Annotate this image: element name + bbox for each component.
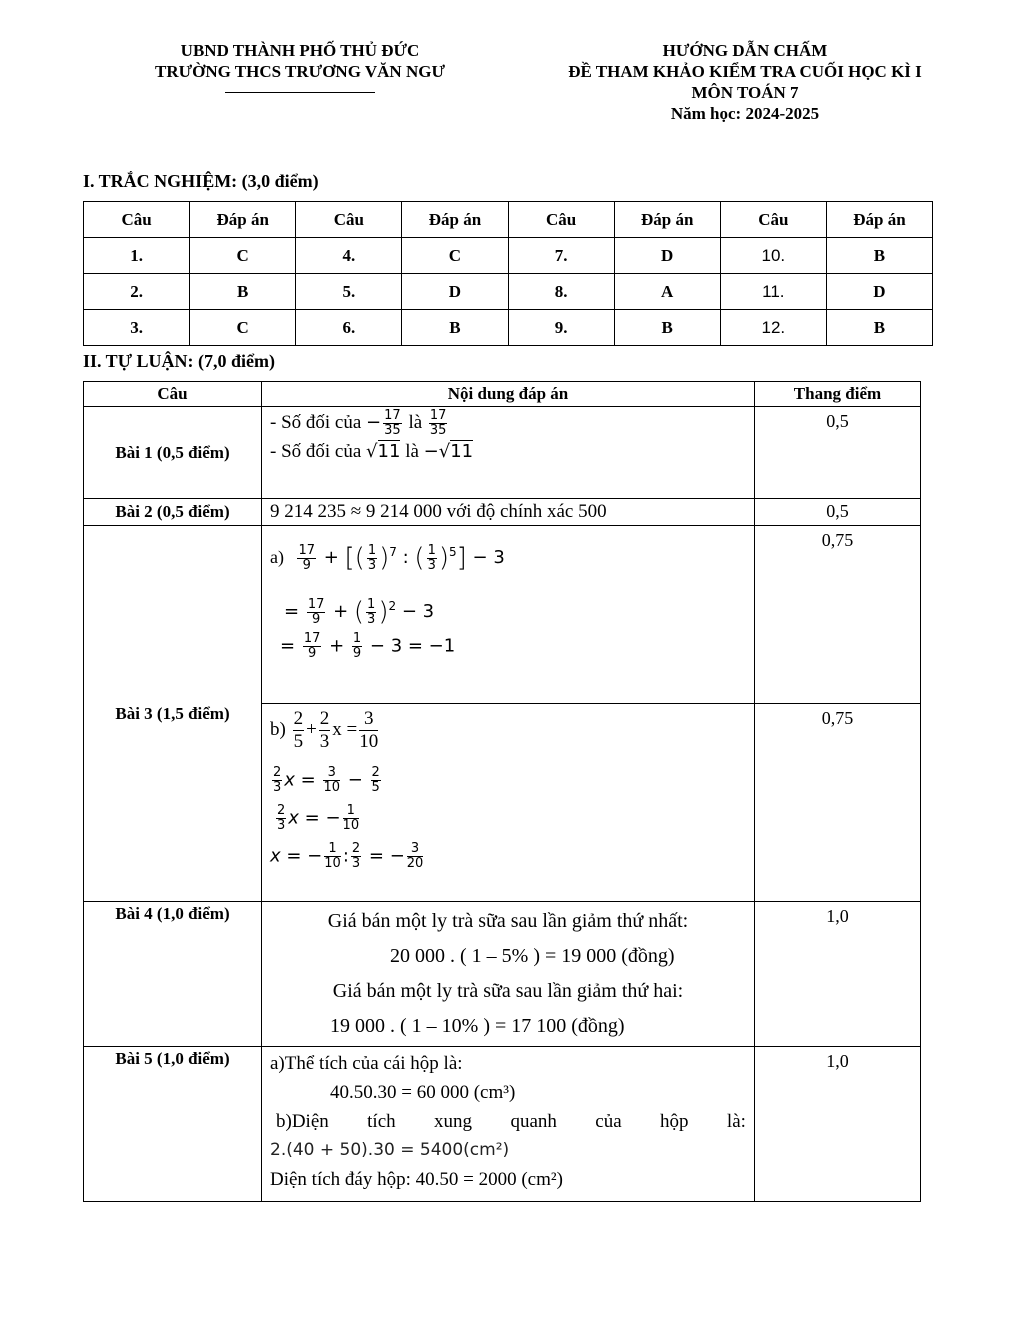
score: 1,0 bbox=[755, 902, 921, 1047]
school-year: Năm học: 2024-2025 bbox=[670, 104, 820, 123]
answer-word: của bbox=[595, 1111, 622, 1132]
math-line: $\frac{2}{3}$ x = $\frac{3}{10}$ − $\frac{2}{5}$ bbox=[273, 765, 380, 795]
fraction: $\frac{3}{10}$ bbox=[323, 765, 341, 795]
answer: B bbox=[402, 310, 508, 346]
sqrt-value: 11 bbox=[450, 441, 474, 463]
table-row bbox=[84, 1047, 921, 1202]
header-underline bbox=[225, 92, 375, 93]
answer-line: Giá bán một ly trà sữa sau lần giảm thứ hai: bbox=[332, 980, 684, 1002]
fraction: $\frac{1}{9}$ bbox=[352, 631, 362, 661]
question-number: 8. bbox=[508, 274, 614, 310]
header-cell: Câu bbox=[84, 382, 262, 407]
numerator: 17 bbox=[429, 408, 447, 424]
header-right bbox=[520, 40, 970, 124]
answer-word: quanh bbox=[510, 1111, 557, 1132]
table-header-row bbox=[84, 202, 933, 238]
answer: B bbox=[190, 274, 296, 310]
table-header-row bbox=[84, 382, 921, 407]
header-cell: Câu bbox=[508, 202, 614, 238]
denominator: 35 bbox=[429, 423, 447, 439]
math-line: = $\frac{17}{9}$ + $\frac{1}{9}$ − 3 = −1 bbox=[280, 631, 456, 661]
answer: B bbox=[826, 238, 932, 274]
answer: B bbox=[614, 310, 720, 346]
fraction: $\frac{2}{3}$ bbox=[277, 803, 286, 833]
score: 0,5 bbox=[755, 407, 921, 499]
part-label: b) bbox=[270, 718, 286, 740]
essay-table bbox=[83, 381, 921, 1202]
answer-line bbox=[270, 1107, 746, 1136]
district-name: UBND THÀNH PHỐ THỦ ĐỨC bbox=[180, 41, 420, 60]
table-row bbox=[84, 526, 921, 704]
doc-title: HƯỚNG DẪN CHẤM bbox=[662, 41, 828, 60]
answer: C bbox=[402, 238, 508, 274]
answer-line bbox=[270, 409, 746, 438]
answer-content bbox=[262, 526, 755, 704]
question-number: 9. bbox=[508, 310, 614, 346]
answer: D bbox=[614, 238, 720, 274]
school-name: TRƯỜNG THCS TRƯƠNG VĂN NGƯ bbox=[155, 62, 445, 81]
score: 1,0 bbox=[755, 1047, 921, 1202]
table-row bbox=[84, 902, 921, 1047]
question-number: 5. bbox=[296, 274, 402, 310]
fraction bbox=[383, 409, 402, 438]
header-cell: Đáp án bbox=[826, 202, 932, 238]
header-cell: Đáp án bbox=[402, 202, 508, 238]
score: 0,5 bbox=[755, 499, 921, 526]
answer-word: tích bbox=[367, 1111, 396, 1132]
answer-text: - Số đối của bbox=[270, 412, 362, 433]
answer-content bbox=[262, 1047, 755, 1202]
answer: D bbox=[402, 274, 508, 310]
answer-line bbox=[270, 438, 746, 466]
fraction: $\frac{2}{5}$ bbox=[371, 765, 380, 795]
subject: MÔN TOÁN 7 bbox=[691, 83, 799, 102]
exam-title: ĐỀ THAM KHẢO KIỂM TRA CUỐI HỌC KÌ I bbox=[568, 62, 922, 81]
math-line: a) $\frac{17}{9}$ + [( $\frac{1}{3}$ )$^7$ : ( $\frac{1}{3}$ )$^5$] − 3 bbox=[270, 542, 505, 573]
sqrt-expression: −√11 bbox=[423, 441, 474, 463]
fraction: $\frac{17}{9}$ bbox=[307, 596, 325, 627]
answer: D bbox=[826, 274, 932, 310]
question-number: 11. bbox=[720, 274, 826, 310]
fraction: $\frac{1}{10}$ bbox=[324, 841, 341, 871]
answer-word: b)Diện bbox=[276, 1111, 329, 1132]
question-number: 4. bbox=[296, 238, 402, 274]
header-cell: Câu bbox=[720, 202, 826, 238]
header-cell: Câu bbox=[296, 202, 402, 238]
answer-content bbox=[262, 902, 755, 1047]
table-row bbox=[84, 499, 921, 526]
header-cell: Đáp án bbox=[614, 202, 720, 238]
question-label: Bài 2 (0,5 điểm) bbox=[84, 499, 262, 526]
fraction: $\frac{2}{3}$ bbox=[319, 708, 330, 752]
header-cell: Thang điểm bbox=[755, 382, 921, 407]
section2-title: II. TỰ LUẬN: (7,0 điểm) bbox=[83, 351, 275, 371]
question-number: 10. bbox=[720, 238, 826, 274]
answer-line: 19 000 . ( 1 – 10% ) = 17 100 (đồng) bbox=[330, 1015, 625, 1037]
answer-text: - Số đối của bbox=[270, 441, 362, 463]
sqrt-value: 11 bbox=[377, 441, 401, 463]
section1-title: I. TRẮC NGHIỆM: (3,0 điểm) bbox=[83, 171, 319, 191]
answer-word: là: bbox=[726, 1111, 746, 1132]
fraction: $\frac{17}{9}$ bbox=[298, 542, 315, 573]
question-number: 7. bbox=[508, 238, 614, 274]
question-label: Bài 5 (1,0 điểm) bbox=[84, 1047, 262, 1202]
answer-text: là bbox=[408, 412, 423, 433]
answer-content bbox=[262, 407, 755, 499]
question-number: 2. bbox=[84, 274, 190, 310]
answer-word: xung bbox=[434, 1111, 473, 1132]
table-row bbox=[84, 238, 933, 274]
answer-line: 2.(40 + 50).30 = 5400(cm²) bbox=[270, 1140, 510, 1160]
math-line: $\frac{2}{3}$ x = − $\frac{1}{10}$ bbox=[277, 803, 360, 833]
answer: B bbox=[826, 310, 932, 346]
question-number: 1. bbox=[84, 238, 190, 274]
header-cell: Câu bbox=[84, 202, 190, 238]
table-row bbox=[84, 407, 921, 499]
answer-content bbox=[262, 704, 755, 902]
score: 0,75 bbox=[755, 526, 921, 704]
answer: A bbox=[614, 274, 720, 310]
fraction: $\frac{1}{3}$ bbox=[367, 596, 376, 627]
question-label: Bài 4 (1,0 điểm) bbox=[84, 902, 262, 1047]
fraction: $\frac{1}{3}$ bbox=[427, 542, 436, 573]
part-label: a) bbox=[270, 547, 284, 567]
fraction: $\frac{1}{10}$ bbox=[342, 803, 360, 833]
question-label: Bài 3 (1,5 điểm) bbox=[84, 526, 262, 902]
question-number: 3. bbox=[84, 310, 190, 346]
answer: C bbox=[190, 310, 296, 346]
answer-content: 9 214 235 ≈ 9 214 000 với độ chính xác 500 bbox=[262, 499, 755, 526]
answer-line: 20 000 . ( 1 – 5% ) = 19 000 (đồng) bbox=[390, 945, 675, 967]
fraction: $\frac{2}{3}$ bbox=[273, 765, 282, 795]
denominator: 35 bbox=[384, 423, 401, 439]
question-number: 12. bbox=[720, 310, 826, 346]
score: 0,75 bbox=[755, 704, 921, 902]
fraction: $\frac{17}{9}$ bbox=[303, 631, 321, 661]
answer: C bbox=[190, 238, 296, 274]
table-row bbox=[84, 274, 933, 310]
question-number: 6. bbox=[296, 310, 402, 346]
header-cell: Đáp án bbox=[190, 202, 296, 238]
fraction: $\frac{3}{10}$ bbox=[359, 708, 379, 752]
answer-text: là bbox=[405, 441, 419, 463]
math-line: b) $\frac{2}{5}$ + $\frac{2}{3}$ x = $\frac{3}{10}$ bbox=[270, 708, 379, 752]
fraction: $\frac{1}{3}$ bbox=[367, 542, 377, 573]
math-minus: − bbox=[366, 412, 382, 433]
answer-line: Giá bán một ly trà sữa sau lần giảm thứ nhất: bbox=[327, 910, 689, 932]
fraction bbox=[429, 409, 448, 438]
header-cell: Nội dung đáp án bbox=[262, 382, 755, 407]
sqrt-expression: √11 bbox=[366, 441, 401, 463]
fraction: $\frac{2}{5}$ bbox=[293, 708, 304, 752]
answer-line: a)Thể tích của cái hộp là: bbox=[270, 1053, 463, 1074]
numerator: 17 bbox=[384, 408, 401, 424]
fraction: $\frac{2}{3}$ bbox=[351, 841, 361, 871]
answer-line: 40.50.30 = 60 000 (cm³) bbox=[330, 1082, 516, 1103]
question-label: Bài 1 (0,5 điểm) bbox=[84, 407, 262, 499]
math-line: x = − $\frac{1}{10}$ : $\frac{2}{3}$ = − $\frac{3}{20}$ bbox=[270, 841, 424, 871]
table-row bbox=[84, 310, 933, 346]
fraction: $\frac{3}{20}$ bbox=[406, 841, 424, 871]
header-left bbox=[110, 40, 490, 93]
multiple-choice-table bbox=[83, 201, 933, 346]
math-line: = $\frac{17}{9}$ + ( $\frac{1}{3}$ )$^2$ − 3 bbox=[284, 596, 435, 627]
answer-word: hộp bbox=[660, 1111, 689, 1132]
answer-line: Diện tích đáy hộp: 40.50 = 2000 (cm²) bbox=[270, 1169, 563, 1190]
